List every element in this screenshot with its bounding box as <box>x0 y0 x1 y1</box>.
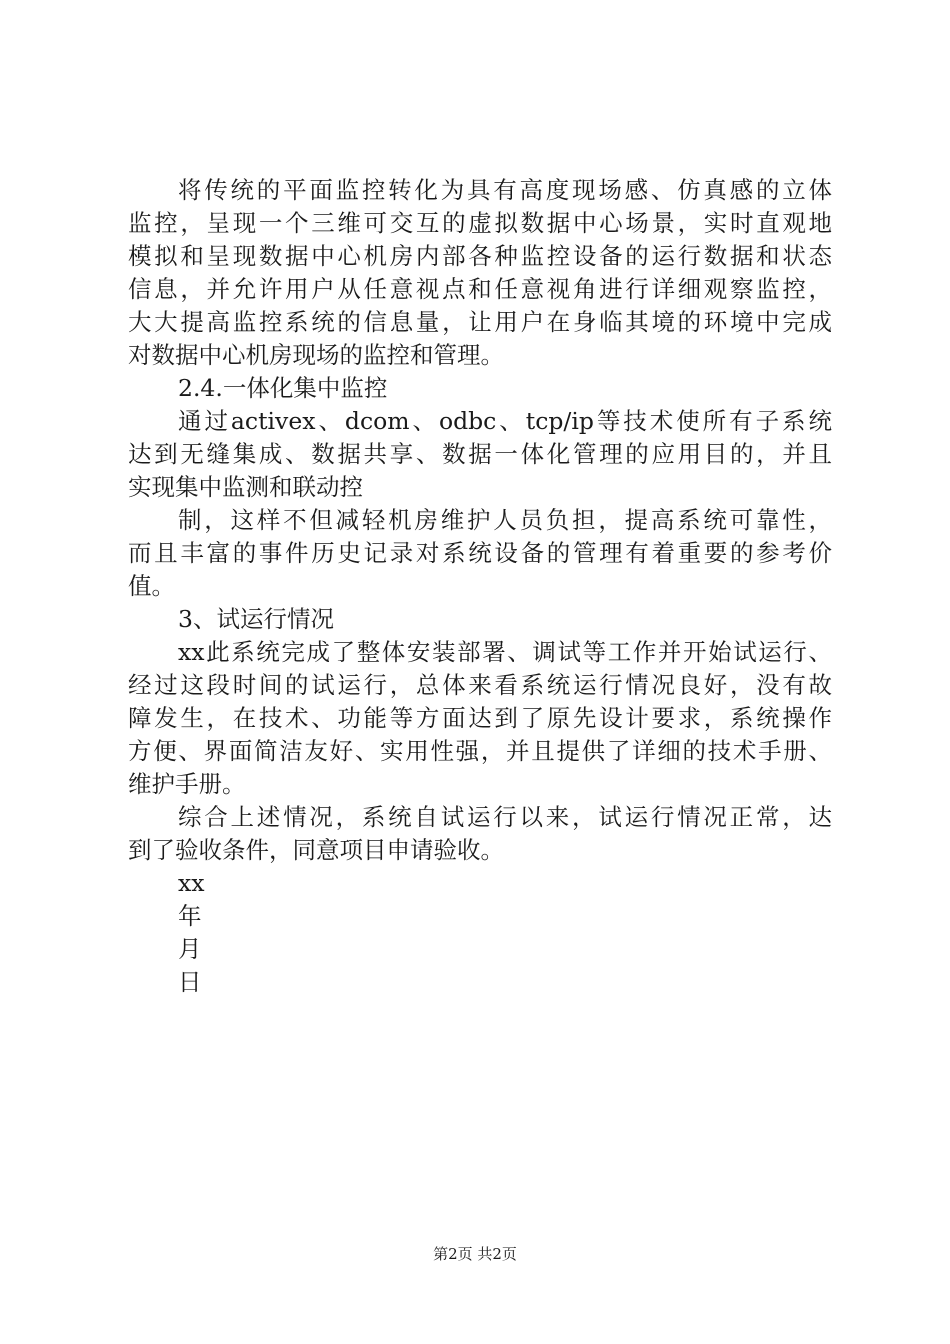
text-line: 而且丰富的事件历史记录对系统设备的管理有着重要的参考价 <box>128 539 832 567</box>
text-line: 经过这段时间的试运行，总体来看系统运行情况良好，没有故 <box>128 671 832 699</box>
page-number: 第2页 共2页 <box>433 1245 517 1263</box>
text-line: 信息，并允许用户从任意视点和任意视角进行详细观察监控， <box>128 275 832 303</box>
text-line: 综合上述情况，系统自试运行以来，试运行情况正常，达 <box>178 803 832 831</box>
paragraph-3d-monitoring <box>128 174 832 372</box>
signature-day: 日 <box>178 968 202 996</box>
text-line: 值。 <box>128 572 175 600</box>
signature-month: 月 <box>178 935 202 963</box>
text-line: 模拟和呈现数据中心机房内部各种监控设备的运行数据和状态 <box>128 242 832 270</box>
signature-org: xx <box>178 869 205 897</box>
text-line: 方便、界面简洁友好、实用性强，并且提供了详细的技术手册、 <box>128 737 832 765</box>
signature-date <box>128 867 832 999</box>
paragraph-benefits <box>128 504 832 603</box>
text-line: 维护手册。 <box>128 770 246 798</box>
paragraph-integration <box>128 405 832 504</box>
text-line: 实现集中监测和联动控 <box>128 473 363 501</box>
section-heading-3 <box>128 603 832 636</box>
text-line: 通过activex、dcom、odbc、tcp/ip等技术使所有子系统 <box>178 407 832 435</box>
text-line: 大大提高监控系统的信息量，让用户在身临其境的环境中完成 <box>128 308 832 336</box>
signature-year: 年 <box>178 902 202 930</box>
text-line: 制，这样不但减轻机房维护人员负担，提高系统可靠性， <box>178 506 832 534</box>
text-line: 对数据中心机房现场的监控和管理。 <box>128 341 504 369</box>
text-line: 到了验收条件，同意项目申请验收。 <box>128 836 504 864</box>
text-line: 监控，呈现一个三维可交互的虚拟数据中心场景，实时直观地 <box>128 209 832 237</box>
heading-line: 3、试运行情况 <box>178 605 334 633</box>
text-line: 障发生，在技术、功能等方面达到了原先设计要求，系统操作 <box>128 704 832 732</box>
document-body <box>128 174 832 999</box>
text-line: 将传统的平面监控转化为具有高度现场感、仿真感的立体 <box>178 176 832 204</box>
text-line: 达到无缝集成、数据共享、数据一体化管理的应用目的，并且 <box>128 440 832 468</box>
paragraph-conclusion <box>128 801 832 867</box>
section-heading-2-4 <box>128 372 832 405</box>
paragraph-trial-run <box>128 636 832 801</box>
text-line: xx此系统完成了整体安装部署、调试等工作并开始试运行、 <box>178 638 832 666</box>
heading-line: 2.4.一体化集中监控 <box>178 374 388 402</box>
